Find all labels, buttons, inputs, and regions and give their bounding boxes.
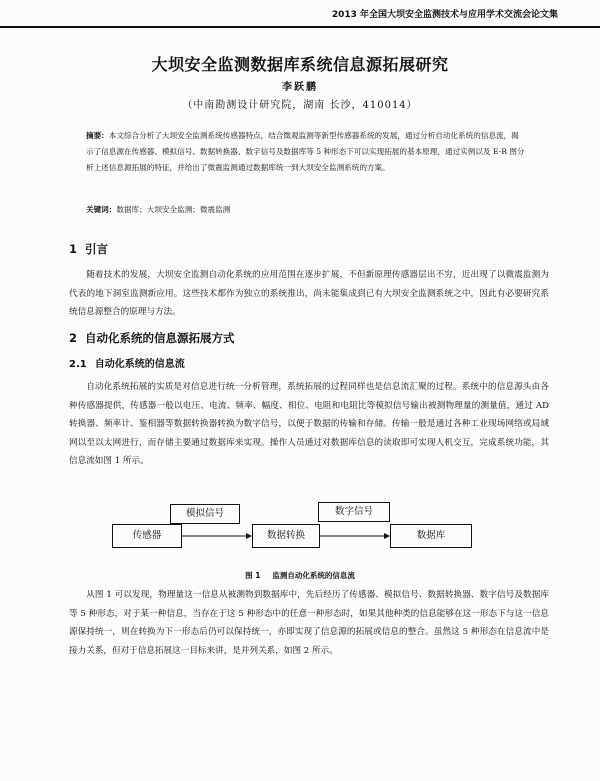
running-header: 2013 年全国大坝安全监测技术与应用学术交流会论文集 [0,4,600,28]
node-sensor: 传感器 [112,524,182,548]
abstract [86,128,526,176]
abstract-label: 摘要： [86,131,109,140]
paragraph-figure-analysis: 从图 1 可以发现，物理量这一信息从被测物到数据库中，先后经历了传感器、模拟信号、数据转换器、数字信号及数据库等 5 种形态，对于某一种信息，当存在于这 5 种形态中的任意一种形态时，如果其他种类的信息能够在这一形态下与这一信息源保持统一，则在转换为下一形态后仍可以保持统一，亦即实现了信息源的拓展或信息的整合。虽然这 5 种形态在信息流中是接力关系，但对于信息拓展这一目标来讲，是并列关系，如图 2 所示。 [69,590,549,656]
paper-title: 大坝安全监测数据库系统信息源拓展研究 [151,55,449,74]
paper-author: 李跃鹏 [282,82,318,93]
section-heading-2: 2 自动化系统的信息源拓展方式 [69,331,235,345]
keywords-text: 数据库；大坝安全监测；微震监测 [116,205,231,214]
node-analog-signal: 模拟信号 [170,504,240,524]
section-heading-1: 1 引言 [69,242,109,256]
subsection-heading-2-1: 2.1 自动化系统的信息流 [69,359,185,370]
abstract-text: 本文综合分析了大坝安全监测系统传感器特点，结合微观监测等新型传感器系统的发展，通过分析自动化系统的信息流，揭示了信息源在传感器、模拟信号、数据转换器、数字信号及数据库等 5 种形态下可以实现拓展的基本原理，通过实例以及 E-R 图分析上述信息源拓展的特征，并给出了微震监测通过数据库统一到大坝安全监测系统的方案。 [86,131,525,172]
figure-1-caption: 图 1 监测自动化系统的信息流 [245,571,355,580]
node-digital-signal: 数字信号 [318,502,390,522]
keywords [86,204,526,216]
paragraph-info-flow: 自动化系统拓展的实质是对信息进行统一分析管理，系统拓展的过程同样也是信息流汇聚的过程。系统中的信息源头由各种传感器提供，传感器一般以电压、电流、频率、幅度、相位、电阻和电阻比等模拟信号输出被测物理量的测量值，通过 AD 转换器、频率计、鉴相器等数据转换器转换为数字信号，以便于数据的传输和存储。传输一般是通过各种工业现场网络或局域网以至以太网进行，而存储主要通过数据库来实现。操作人员通过对数据库信息的读取即可实现人机交互，完成系统功能，其信息流如图 1 所示。 [69,382,549,466]
paragraph-intro: 随着技术的发展，大坝安全监测自动化系统的应用范围在逐步扩展，不但新原理传感器层出不穷，近出现了以微震监测为代表的地下洞室监测新应用。这些技术都作为独立的系统推出，尚未能集成到已有大坝安全监测系统之中，因此有必要研究系统信息源整合的原理与方法。 [69,270,549,317]
keywords-label: 关键词： [86,205,117,214]
figure-1-info-flow-diagram [112,498,492,558]
node-data-converter: 数据转换 [252,524,320,548]
node-database: 数据库 [390,524,472,548]
paper-affiliation: （中南勘测设计研究院，湖南 长沙，410014） [182,100,418,111]
